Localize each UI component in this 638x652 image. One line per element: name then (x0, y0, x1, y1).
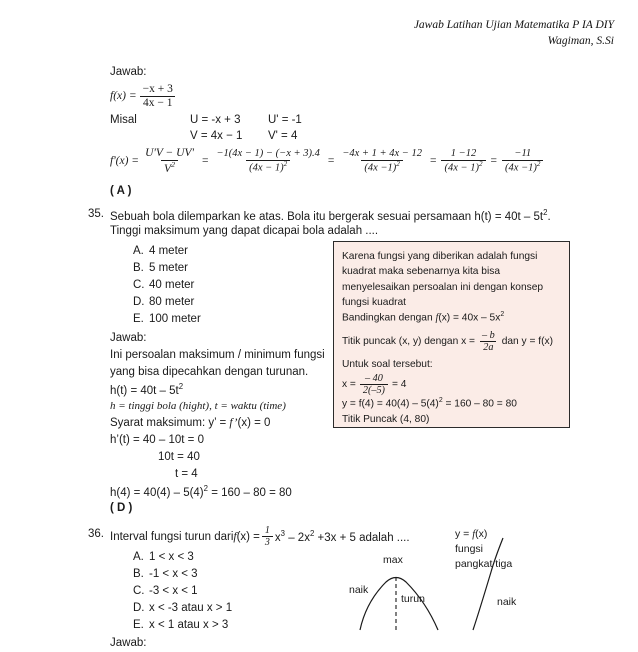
q36-exp-c: 3 (280, 529, 286, 539)
note-line8-numerator: – 40 (365, 372, 383, 384)
q35-solution-line9 (110, 484, 292, 501)
question-35-statement-line2: Tinggi maksimum yang dapat dicapai bola adalah .... (110, 225, 379, 237)
note-line-9 (342, 396, 561, 412)
equals-3: = (429, 155, 437, 168)
cubic-svg (455, 528, 585, 630)
cubic-subtitle-line2: fungsi (455, 543, 484, 555)
note-line5-c: (x) = 40x – 5x (438, 312, 501, 324)
q36-option-d-label: x < -3 atau x > 1 (149, 602, 233, 614)
q36-option-e[interactable] (133, 619, 228, 631)
q36-frac-numerator: 1 (264, 525, 270, 536)
step5-denominator: (4x −1) (505, 162, 537, 174)
note-line6-a: Titik puncak (x, y) dengan x = (342, 335, 475, 347)
q36-frac-denominator: 3 (262, 536, 273, 548)
cubic-subtitle-line3: pangkat tiga (455, 558, 513, 570)
note-line-4: fungsi kuadrat (342, 296, 406, 308)
q35-option-e-letter: E. (133, 313, 144, 325)
q35-jawab-label: Jawab: (110, 332, 147, 344)
cubic-title-b: (x) (475, 528, 488, 540)
note-line5-exponent: 2 (500, 311, 505, 319)
q36-option-c-letter: C. (133, 585, 145, 597)
note-line-8 (342, 373, 561, 396)
parabola-figure (349, 554, 462, 630)
note-line-6 (342, 330, 561, 353)
q35-solution-line6: h’(t) = 40 – 10t = 0 (110, 434, 204, 446)
note-line6-numerator: – b (481, 329, 495, 341)
step5-denominator-exponent: 2 (536, 159, 541, 168)
q36-option-e-letter: E. (133, 619, 144, 631)
q35-answer-key: ( D ) (110, 502, 133, 514)
q35-option-c-label: 40 meter (149, 279, 195, 291)
note-line-5 (342, 310, 561, 326)
answer34-derivative-chain (110, 147, 546, 175)
note-line8-b: = 4 (391, 378, 407, 390)
q36-text-d: – 2x (285, 531, 310, 544)
step4-numerator: 1 −12 (450, 148, 477, 160)
q35-option-c-letter: C. (133, 279, 145, 291)
cubic-curve (473, 538, 503, 630)
cubic-figure (455, 528, 585, 630)
parabola-curve (360, 578, 438, 631)
question-36-statement (110, 525, 410, 548)
q35-exponent: 2 (543, 208, 548, 217)
step4-denominator-exponent: 2 (478, 159, 483, 168)
note-line-3: menyelesaikan persoalan ini dengan konsep (342, 281, 544, 293)
fx-denominator: 4x − 1 (140, 96, 176, 110)
q36-jawab-label: Jawab: (110, 637, 147, 649)
step3-denominator: (4x −1) (364, 162, 397, 174)
q36-option-a[interactable] (133, 551, 194, 563)
note-line-10: Titik Puncak (4, 80) (342, 413, 430, 425)
q35-option-e[interactable] (133, 313, 201, 325)
note-line-7: Untuk soal tersebut: (342, 359, 433, 371)
step2-denominator: (4x − 1) (249, 162, 284, 174)
question-35-statement-line1 (110, 208, 551, 223)
cubic-title-a: y = (455, 528, 473, 540)
header-title-line1: Jawab Latihan Ujian Matematika P IA DIY (413, 19, 614, 31)
q35-solution-line1: Ini persoalan maksimum / minimum fungsi (110, 349, 325, 361)
q36-text-b: (x) = (236, 530, 260, 543)
q35-option-a-label: 4 meter (149, 245, 188, 257)
fprime-label: f'(x) = (110, 155, 140, 168)
step1-denominator-exponent: 2 (171, 159, 175, 169)
q35-option-b-letter: B. (133, 262, 144, 274)
q36-text-a: Interval fungsi turun dari (110, 530, 234, 543)
header-author-line2: Wagiman, S.Si (547, 34, 614, 47)
step1-denominator: V (164, 162, 172, 175)
parabola-naik-label: naik (349, 584, 369, 596)
q36-text-e: +3x + 5 adalah .... (314, 531, 410, 544)
note-line6-b: dan y = f(x) (501, 335, 553, 347)
answer34-u-prime: U' = -1 (268, 114, 302, 126)
q35-sol5-a: Syarat maksimum: y’ = (110, 417, 230, 429)
q36-option-a-letter: A. (133, 551, 144, 563)
note-box (333, 241, 570, 428)
q36-text-c: x (274, 531, 281, 544)
answer34-jawab-label: Jawab: (110, 66, 147, 78)
step3-denominator-exponent: 2 (396, 159, 400, 168)
equals-4: = (490, 155, 498, 168)
q35-solution-line5 (110, 416, 270, 432)
parabola-max-label: max (383, 554, 403, 566)
step3-numerator: −4x + 1 + 4x − 12 (342, 148, 422, 160)
q36-option-b-label: -1 < x < 3 (149, 568, 198, 580)
cubic-title-f: f (472, 529, 476, 540)
step1-numerator: U'V − UV' (145, 147, 194, 159)
q36-option-a-label: 1 < x < 3 (149, 551, 194, 563)
q35-text-line1: Sebuah bola dilemparkan ke atas. Bola itu bergerak sesuai persamaan h(t) = 40t – 5t (110, 210, 544, 223)
note-line6-denominator: 2a (480, 341, 496, 353)
fx-numerator: −x + 3 (142, 83, 173, 95)
q35-solution-line7: 10t = 40 (158, 451, 200, 463)
note-line9-end: = 160 – 80 = 80 (442, 398, 517, 410)
q35-option-e-label: 100 meter (149, 313, 201, 325)
note-line-2: kuadrat maka sebenarnya kita bisa (342, 266, 500, 278)
q36-fx-f: f (233, 530, 237, 543)
q35-sol9-end: = 160 – 80 = 80 (208, 486, 292, 499)
document-header (414, 18, 614, 49)
q35-solution-line2: yang bisa dipecahkan dengan turunan. (110, 366, 309, 378)
note-line8-denominator: 2(–5) (360, 384, 388, 396)
q36-option-e-label: x < 1 atau x > 3 (149, 619, 229, 631)
q35-option-d-label: 80 meter (149, 296, 195, 308)
q36-exp-d: 2 (309, 529, 315, 539)
q36-option-c[interactable] (133, 585, 198, 597)
equals-2: = (327, 155, 335, 168)
fx-label: f(x) = (110, 90, 137, 103)
q35-option-c[interactable] (133, 279, 194, 291)
note-line9-exponent: 2 (438, 397, 443, 405)
q35-sol3-exponent: 2 (178, 382, 184, 391)
cubic-naik-label: naik (497, 596, 517, 608)
note-line5-f: f (435, 312, 439, 324)
q36-option-d-letter: D. (133, 602, 145, 614)
parabola-turun-label: turun (401, 593, 425, 605)
equals-1: = (201, 155, 209, 168)
q36-option-b[interactable] (133, 568, 198, 580)
q35-solution-line3 (110, 382, 183, 399)
q35-sol5-c: (x) = 0 (237, 417, 271, 429)
step2-denominator-exponent: 2 (283, 159, 288, 168)
q35-period: . (547, 210, 551, 223)
note-line9-a: y = f(4) = 40(4) – 5(4) (342, 398, 439, 410)
q36-option-d[interactable] (133, 602, 232, 614)
q36-option-b-letter: B. (133, 568, 144, 580)
q35-sol9-exponent: 2 (203, 484, 208, 493)
answer34-function-definition (110, 83, 179, 109)
answer34-answer-key: ( A ) (110, 185, 132, 197)
q35-sol3-text: h(t) = 40t – 5t (110, 384, 179, 397)
step4-denominator: (4x − 1) (444, 162, 479, 174)
q35-sol9-a: h(4) = 40(4) – 5(4) (110, 486, 204, 499)
answer34-v-prime: V' = 4 (268, 130, 298, 142)
step5-numerator: −11 (514, 148, 532, 160)
step2-numerator: −1(4x − 1) − (−x + 3).4 (216, 148, 320, 160)
note-line5-a: Bandingkan dengan (342, 312, 436, 324)
q35-option-b-label: 5 meter (149, 262, 188, 274)
q35-sol5-fprime: f’ (229, 417, 238, 429)
answer34-v-line: V = 4x − 1 (190, 130, 243, 142)
q36-option-c-label: -3 < x < 1 (149, 585, 198, 597)
q35-option-d-letter: D. (133, 296, 145, 308)
note-line8-a: x = (342, 378, 356, 390)
q35-solution-line4: h = tinggi bola (hight), t = waktu (time) (110, 400, 286, 412)
q35-option-a[interactable] (133, 245, 188, 257)
answer34-u-line: U = -x + 3 (190, 114, 241, 126)
question-36-number: 36. (88, 528, 104, 540)
question-35-number: 35. (88, 208, 104, 220)
q35-option-d[interactable] (133, 296, 194, 308)
q35-solution-line8: t = 4 (175, 468, 198, 480)
note-line-1: Karena fungsi yang diberikan adalah fungsi (342, 251, 538, 262)
q35-option-b[interactable] (133, 262, 188, 274)
q35-option-a-letter: A. (133, 245, 144, 257)
answer34-misal-label: Misal (110, 114, 137, 126)
